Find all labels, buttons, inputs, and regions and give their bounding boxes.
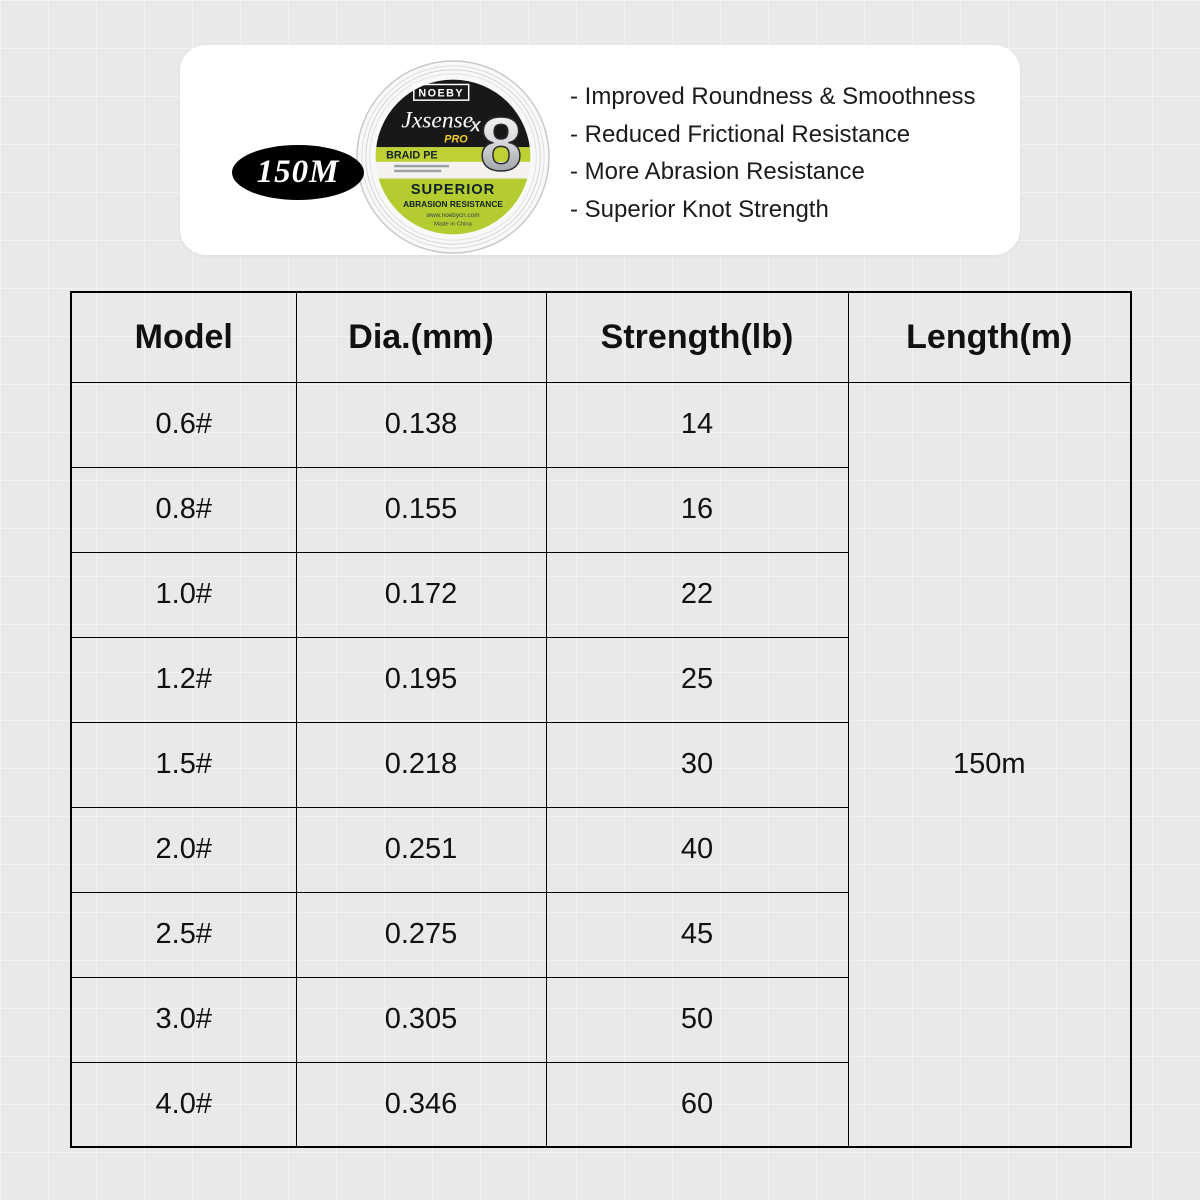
length-badge [232, 145, 364, 200]
cell-model: 0.6# [71, 382, 296, 467]
spec-table [70, 291, 1132, 1148]
cell-strength: 30 [546, 722, 848, 807]
cell-strength: 25 [546, 637, 848, 722]
header-row [71, 292, 1131, 382]
product-spool-image [355, 59, 551, 255]
cell-strength: 45 [546, 892, 848, 977]
spool-claim-title: SUPERIOR [410, 182, 496, 199]
spool-tier: PRO [444, 133, 468, 146]
cell-strength: 14 [546, 382, 848, 467]
table-row [71, 382, 1131, 467]
spool-origin: Made in China [434, 221, 472, 228]
cell-strength: 40 [546, 807, 848, 892]
col-header-model: Model [71, 292, 296, 382]
cell-model: 1.2# [71, 637, 296, 722]
cell-model: 3.0# [71, 977, 296, 1062]
spool-claim-subtitle: ABRASION RESISTANCE [403, 198, 503, 209]
cell-length-merged: 150m [848, 382, 1131, 1147]
cell-model: 0.8# [71, 467, 296, 552]
feature-item: - Reduced Frictional Resistance [570, 120, 911, 148]
cell-dia: 0.155 [296, 467, 546, 552]
feature-item: - Superior Knot Strength [570, 195, 829, 223]
spool-website: www.noebycn.com [426, 211, 480, 219]
cell-dia: 0.195 [296, 637, 546, 722]
feature-item: - Improved Roundness & Smoothness [570, 83, 976, 110]
cell-dia: 0.346 [296, 1062, 546, 1147]
col-header-strength: Strength(lb) [546, 292, 848, 382]
product-hero-card [180, 45, 1020, 255]
spool-brand: NOEBY [418, 87, 465, 100]
col-header-length: Length(m) [848, 292, 1131, 382]
feature-item: - More Abrasion Resistance [570, 158, 865, 185]
cell-strength: 22 [546, 552, 848, 637]
cell-dia: 0.275 [296, 892, 546, 977]
length-badge-label: 150M [256, 154, 340, 190]
cell-model: 1.5# [71, 722, 296, 807]
cell-dia: 0.218 [296, 722, 546, 807]
col-header-dia: Dia.(mm) [296, 292, 546, 382]
cell-dia: 0.305 [296, 977, 546, 1062]
cell-model: 2.5# [71, 892, 296, 977]
cell-dia: 0.138 [296, 382, 546, 467]
cell-model: 2.0# [71, 807, 296, 892]
cell-strength: 60 [546, 1062, 848, 1147]
cell-model: 4.0# [71, 1062, 296, 1147]
spool-strand-count: 8 [479, 102, 523, 188]
cell-model: 1.0# [71, 552, 296, 637]
spool-series: Jxsense [401, 107, 474, 134]
spool-finetext-line [394, 170, 441, 172]
spool-braid-label: BRAID PE [386, 149, 438, 162]
cell-dia: 0.251 [296, 807, 546, 892]
cell-strength: 50 [546, 977, 848, 1062]
spool-x-label: x [470, 114, 481, 137]
feature-list [570, 85, 976, 222]
spool-finetext-line [394, 165, 449, 167]
cell-dia: 0.172 [296, 552, 546, 637]
cell-strength: 16 [546, 467, 848, 552]
